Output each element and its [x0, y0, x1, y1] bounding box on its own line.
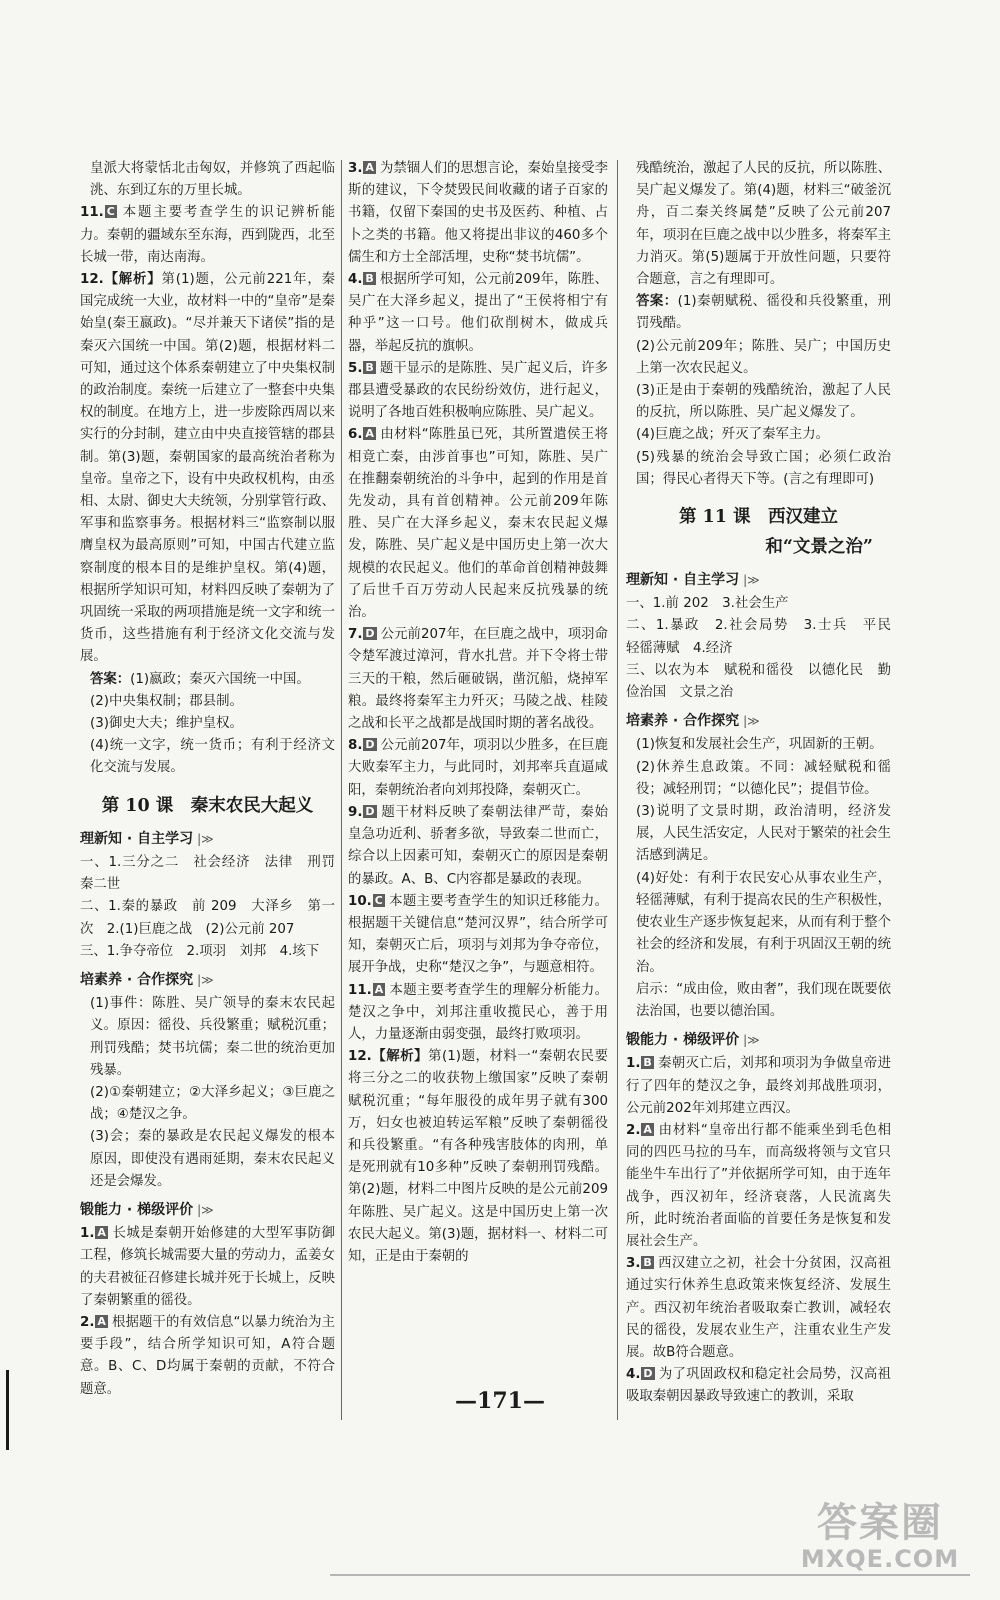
- answer-line: (5)残暴的统治会导致亡国；必须仁政治国；得民心者得天下等。(言之有理即可): [636, 449, 891, 487]
- fill-line: 一、1.前 202 3.社会生产: [626, 596, 789, 612]
- answer-line: (3)御史大夫；维护皇权。: [90, 716, 243, 732]
- answer-item-3: [348, 158, 608, 269]
- answer-item-9: [348, 802, 608, 891]
- answer-badge: D: [365, 804, 375, 818]
- arrow-icon: |≫: [197, 1202, 214, 1217]
- answer-item-4: [348, 269, 608, 358]
- item-text: 题干材料反映了秦朝法律严苛，秦始皇急功近利、骄奢多欲，导致秦二世而亡，综合以上因素可知，秦朝灭亡的原因是秦朝的暴政。A、B、C内容都是暴政的表现。: [348, 804, 608, 887]
- watermark-brand: 答案圈: [817, 1500, 943, 1546]
- item-number: 3.: [348, 161, 363, 176]
- column-left: [80, 158, 349, 1401]
- item-text: 长城是秦朝开始修建的大型军事防御工程，修筑长城需要大量的劳动力，孟姜女的夫君被征召修建长城并死于长城上，反映了秦朝繁重的徭役。: [80, 1226, 335, 1308]
- answer-badge: B: [365, 360, 374, 374]
- answer-item-5: [348, 358, 608, 425]
- explore-paragraph: (3)说明了文景时期，政治清明，经济发展，人民生活安定，人民对于繁荣的社会生活感到满足。: [636, 804, 891, 864]
- item-text: 公元前207年，项羽以少胜多，在巨鹿大败秦军主力，与此同时，刘邦率兵直逼咸阳，秦朝统治者向刘邦投降，秦朝灭亡。: [348, 738, 608, 798]
- answer-badge: B: [365, 272, 374, 286]
- section-heading: [626, 569, 891, 591]
- answer-item-2: [626, 1120, 891, 1253]
- fill-line: 二、1.暴政 2.社会局势 3.士兵 平民 轻徭薄赋 4.经济: [626, 618, 905, 656]
- item-number: 9.: [348, 804, 363, 820]
- fill-line: 一、1.三分之二 社会经济 法律 刑罚 秦二世: [80, 854, 349, 893]
- answer-badge: A: [97, 1314, 106, 1328]
- section-heading-text: 理新知 · 自主学习: [626, 572, 740, 589]
- section-heading-text: 培素养 · 合作探究: [80, 971, 194, 988]
- section-heading-text: 锻能力 · 梯级评价: [626, 1032, 740, 1049]
- watermark-logo: [790, 1500, 970, 1580]
- item-text: 为禁锢人们的思想言论，秦始皇接受李斯的建议，下令焚毁民间收藏的诸子百家的书籍，仅留下秦国的史书及医药、种植、占卜之类的书籍。他又将提出非议的460多个儒生和方士全部活埋，史称“焚书坑儒”。: [348, 161, 608, 265]
- answer-line: (3)正是由于秦朝的残酷统治，激起了人民的反抗，所以陈胜、吴广起义爆发了。: [636, 383, 891, 421]
- answer-item-1: [80, 1223, 335, 1312]
- item-number: 12.: [80, 272, 104, 288]
- answer-badge: C: [374, 893, 383, 907]
- answer-item-3: [626, 1253, 891, 1364]
- watermark-underline: [330, 1574, 970, 1576]
- item-text: 为了巩固政权和稳定社会局势，汉高祖吸取秦朝因暴政导致速亡的教训，采取: [626, 1367, 891, 1405]
- item-text: 秦朝灭亡后，刘邦和项羽为争做皇帝进行了四年的楚汉之争，最终刘邦战胜项羽，公元前202年刘邦建立西汉。: [626, 1056, 891, 1116]
- answer-badge: A: [365, 427, 374, 441]
- answer-item-11: [348, 980, 608, 1047]
- explore-paragraph: (2)休养生息政策。不同：减轻赋税和徭役；减轻刑罚；“以德化民”；提倡节俭。: [636, 759, 891, 797]
- column-right: [626, 158, 905, 1409]
- answer-badge: D: [365, 738, 375, 752]
- answer-item-8: [348, 735, 608, 802]
- item-text: 由材料“皇帝出行都不能乘坐到毛色相同的四匹马拉的马车，而高级将领与文官只能坐牛车出行了”并依据所学可知，由于连年战争，西汉初年，经济衰落，人民流离失所，此时统治者面临的首要任务是恢复和发展社会生产。: [626, 1122, 891, 1249]
- section-heading: [626, 710, 891, 732]
- item-number: 3.: [626, 1256, 641, 1272]
- item-number: 6.: [348, 427, 363, 443]
- answer-block: [80, 669, 335, 691]
- item-number: 2.: [80, 1314, 95, 1330]
- item-number: 4.: [348, 272, 363, 288]
- answer-item-7: [348, 624, 608, 735]
- answer-line: (2)公元前209年；陈胜、吴广；中国历史上第一次农民起义。: [636, 338, 891, 376]
- answer-item-12: [80, 269, 335, 669]
- arrow-icon: |≫: [197, 972, 214, 987]
- page-number: —171—: [455, 1388, 545, 1414]
- section-heading: [626, 1029, 891, 1051]
- lesson-subtitle-11: 和“文景之治”: [765, 537, 873, 558]
- explore-paragraph: (4)好处：有利于农民安心从事农业生产，轻徭薄赋，有利于提高农民的生产积极性，使农业生产逐步恢复起来，从而有利于整个社会的经济和发展，有利于巩固汉王朝的统治。: [636, 870, 891, 975]
- binding-edge-mark: [6, 1370, 9, 1450]
- answer-line: (2)中央集权制；郡县制。: [90, 693, 243, 709]
- section-heading: [80, 969, 335, 991]
- item-number: 4.: [626, 1367, 641, 1383]
- item-number: 8.: [348, 738, 363, 754]
- column-divider: [617, 160, 618, 1420]
- section-heading-text: 培素养 · 合作探究: [626, 713, 740, 730]
- item-text: 公元前207年，在巨鹿之战中，项羽命令楚军渡过漳河，背水扎营。并下令将士带三天的干粮，然后砸破锅，凿沉船，烧掉军粮。最终将秦军主力歼灭；马陵之战、桂陵之战和长平之战都是战国时期的著名战役。: [348, 627, 608, 732]
- arrow-icon: |≫: [197, 831, 214, 846]
- answer-block: [626, 291, 891, 335]
- fill-line: 三、1.争夺帝位 2.项羽 刘邦 4.垓下: [80, 943, 320, 959]
- answer-badge: D: [643, 1367, 653, 1381]
- item-text: 第(1)题，公元前221年，秦国完成统一大业，故材料一中的“皇帝”是秦始皇(秦王嬴政)。“尽并兼天下诸侯”指的是秦灭六国统一中国。第(2)题，根据材料二可知，通过这个体系秦朝建立了中央集权制的政治制度。秦统一后建立了一整套中央集权的制度。在地方上，进一步废除西周以来实行的分封制，建立由中央直接管辖的郡县制。第(3)题，秦朝国家的最高统治者称为皇帝。皇帝之下，设有中央政权机构，由丞相、太尉、御史大夫统领，分别掌管行政、军事和监察事务。根据材料三“监察制以服膺皇权为最高原则”可知，中国古代建立监察制度的根本目的是维护皇权。第(4)题，根据所学知识可知，材料四反映了秦朝为了巩固统一采取的两项措施是统一文字和统一货币，这些措施有利于经济文化交流与发展。: [80, 272, 335, 665]
- answer-badge: A: [97, 1226, 106, 1240]
- answer-line: (4)统一文字，统一货币；有利于经济文化交流与发展。: [90, 738, 335, 776]
- lesson-title-10: 第 10 课 秦末农民大起义: [101, 795, 314, 816]
- explore-paragraph: (1)事件：陈胜、吴广领导的秦末农民起义。原因：徭役、兵役繁重；赋税沉重；刑罚残酷；焚书坑儒；秦二世的统治更加残暴。: [90, 996, 335, 1078]
- item-number: 1.: [80, 1226, 95, 1242]
- answer-item-12: [348, 1046, 608, 1268]
- item-number: 1.: [626, 1056, 641, 1072]
- item-number: 11.: [80, 205, 104, 221]
- item-number: 5.: [348, 360, 363, 376]
- answer-item-11: [80, 202, 335, 269]
- item-number: 11.: [348, 982, 372, 998]
- continuation-text: 残酷统治，激起了人民的反抗，所以陈胜、吴广起义爆发了。第(4)题，材料三“破釜沉舟，百二秦关终属楚”反映了公元前207年，项羽在巨鹿之战中以少胜多，将秦军主力消灭。第(5)题属于开放性问题，只要符合题意，言之有理即可。: [636, 161, 891, 288]
- answer-item-10: [348, 891, 608, 980]
- item-text: 本题主要考查学生的知识迁移能力。根据题干关键信息“楚河汉界”，结合所学可知，秦朝灭亡后，项羽与刘邦为争夺帝位，展开争战，史称“楚汉之争”，与题意相符。: [348, 893, 608, 976]
- answer-label: 答案：: [90, 671, 131, 687]
- item-text: 第(1)题，材料一“秦朝农民要将三分之二的收获物上缴国家”反映了秦朝赋税沉重；“每年服役的成年男子就有300万，妇女也被迫转运军粮”反映了秦朝徭役和兵役繁重。“有各种残害肢体的肉刑，单是死刑就有10多种”反映了秦朝刑罚残酷。第(2)题，材料二中图片反映的是公元前209年陈胜、吴广起义。这是中国历史上第一次农民大起义。第(3)题，据材料一、材料二可知，正是由于秦朝的: [348, 1049, 609, 1264]
- answer-badge: B: [643, 1256, 652, 1270]
- arrow-icon: |≫: [743, 1033, 760, 1048]
- answer-badge: A: [374, 982, 384, 996]
- answer-badge: B: [643, 1056, 652, 1070]
- item-number: 2.: [626, 1122, 641, 1138]
- answer-badge: C: [106, 205, 115, 219]
- answer-item-1: [626, 1053, 891, 1120]
- watermark-url: MXQE.COM: [800, 1545, 960, 1573]
- item-text: 根据所学可知，公元前209年，陈胜、吴广在大泽乡起义，提出了“王侯将相宁有种乎”这一口号。他们砍削树木，做成兵器，举起反抗的旗帜。: [348, 272, 608, 354]
- item-number: 10.: [348, 893, 372, 909]
- item-number: 7.: [348, 627, 363, 643]
- analysis-tag: 【解析】: [371, 1049, 429, 1065]
- answer-line: (4)巨鹿之战；歼灭了秦军主力。: [636, 427, 830, 443]
- item-number: 12.: [348, 1049, 372, 1065]
- answer-line: (1)嬴政；秦灭六国统一中国。: [130, 671, 310, 687]
- explore-paragraph: 启示：“成由俭，败由奢”，我们现在既要依法治国，也要以德治国。: [636, 981, 891, 1019]
- answer-line: (1)秦朝赋税、徭役和兵役繁重，刑罚残酷。: [636, 294, 892, 332]
- answer-badge: D: [365, 627, 375, 641]
- section-heading: [80, 828, 335, 850]
- column-middle: [348, 158, 608, 1268]
- lesson-title-11: 第 11 课 西汉建立: [678, 507, 839, 528]
- item-text: 根据题干的有效信息“以暴力统治为主要手段”，结合所学知识可知，A符合题意。B、C、D均属于秦朝的贡献，不符合题意。: [80, 1314, 335, 1397]
- arrow-icon: |≫: [743, 573, 760, 588]
- analysis-tag: 【解析】: [103, 272, 162, 288]
- arrow-icon: |≫: [743, 714, 760, 729]
- section-heading-text: 理新知 · 自主学习: [80, 830, 194, 847]
- section-heading-text: 锻能力 · 梯级评价: [80, 1201, 194, 1218]
- item-text: 由材料“陈胜虽已死，其所置遣侯王将相竟亡秦，由涉首事也”可知，陈胜、吴广在推翻秦朝统治的斗争中，起到的作用是首先发动，具有首创精神。公元前209年陈胜、吴广在大泽乡起义，秦末农民起义爆发，陈胜、吴广起义是中国历史上第一次大规模的农民起义。他们的革命首创精神鼓舞了后世千百万劳动人民起来反抗残暴的统治。: [348, 427, 608, 621]
- item-text: 西汉建立之初，社会十分贫困，汉高祖通过实行休养生息政策来恢复经济、发展生产。西汉初年统治者吸取秦亡教训，减轻农民的徭役，发展农业生产，注重农业生产发展。故B符合题意。: [626, 1256, 891, 1360]
- answer-badge: A: [365, 161, 374, 174]
- explore-paragraph: (2)①秦朝建立；②大泽乡起义；③巨鹿之战；④楚汉之争。: [90, 1084, 335, 1123]
- item-text: 本题主要考查学生的识记辨析能力。秦朝的疆域东至东海，西到陇西，北至长城一带，南达南海。: [80, 205, 335, 265]
- answer-label: 答案：: [636, 294, 678, 310]
- answer-badge: A: [643, 1122, 652, 1136]
- answer-item-6: [348, 424, 608, 624]
- explore-paragraph: (3)会；秦的暴政是农民起义爆发的根本原因，即使没有遇雨延期，秦末农民起义还是会爆发。: [90, 1129, 335, 1189]
- fill-line: 二、1.秦的暴政 前 209 大泽乡 第一次 2.(1)巨鹿之战 (2)公元前 207: [80, 899, 335, 937]
- fill-line: 三、以农为本 赋税和徭役 以德化民 勤俭治国 文景之治: [626, 662, 891, 701]
- explore-paragraph: (1)恢复和发展社会生产，巩固新的王朝。: [636, 737, 883, 753]
- item-text: 本题主要考查学生的理解分析能力。楚汉之争中，刘邦注重收揽民心，善于用人，力量逐渐由弱变强，最终打败项羽。: [348, 982, 608, 1042]
- column-divider: [341, 160, 342, 1420]
- item-text: 题干显示的是陈胜、吴广起义后，许多郡县遭受暴政的农民纷纷效仿，进行起义，说明了各地百姓积极响应陈胜、吴广起义。: [348, 360, 608, 421]
- continuation-text: 皇派大将蒙恬北击匈奴，并修筑了西起临洮、东到辽东的万里长城。: [90, 161, 335, 199]
- section-heading: [80, 1199, 335, 1221]
